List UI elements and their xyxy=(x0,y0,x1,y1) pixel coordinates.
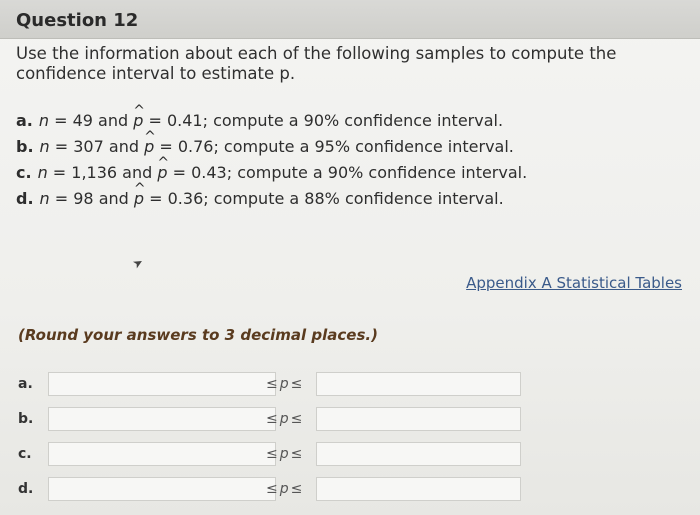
sample-item-b: b. n = 307 and ^ p = 0.76; compute a 95% confidence interval. xyxy=(16,134,527,160)
inequality-label: ≤p≤ xyxy=(266,411,305,427)
p-value: 0.36 xyxy=(167,189,204,208)
inequality-label: ≤p≤ xyxy=(266,446,305,462)
instructions-text: Use the information about each of the following samples to compute the confidence interval to estimate p. xyxy=(16,44,617,83)
lower-bound-input-d[interactable] xyxy=(48,477,276,501)
lower-bound-input-c[interactable] xyxy=(48,442,276,466)
n-value: 1,136 xyxy=(71,163,118,182)
mouse-cursor-icon: ➤ xyxy=(130,254,146,272)
upper-bound-input-a[interactable] xyxy=(316,372,521,396)
answer-label: a. xyxy=(18,376,33,392)
question-title: Question 12 xyxy=(16,10,139,31)
sample-item-d: d. n = 98 and ^ p = 0.36; compute a 88% confidence interval. xyxy=(16,186,527,212)
sample-item-c: c. n = 1,136 and ^ p = 0.43; compute a 90% confidence interval. xyxy=(16,160,527,186)
inequality-label: ≤p≤ xyxy=(266,481,305,497)
item-letter: c. xyxy=(16,163,32,182)
upper-bound-input-d[interactable] xyxy=(316,477,521,501)
upper-bound-input-b[interactable] xyxy=(316,407,521,431)
sample-list xyxy=(16,108,527,212)
appendix-link[interactable]: Appendix A Statistical Tables xyxy=(466,274,682,292)
answer-label: d. xyxy=(18,481,34,497)
inequality-label: ≤p≤ xyxy=(266,376,305,392)
p-value: 0.41 xyxy=(166,111,203,130)
n-value: 49 xyxy=(72,111,93,130)
confidence-level: 88% xyxy=(304,189,340,208)
question-instructions xyxy=(16,44,656,84)
upper-bound-input-c[interactable] xyxy=(316,442,521,466)
lower-bound-input-a[interactable] xyxy=(48,372,276,396)
confidence-level: 90% xyxy=(303,111,340,130)
n-value: 98 xyxy=(73,189,94,208)
answer-label: b. xyxy=(18,411,34,427)
lower-bound-input-b[interactable] xyxy=(48,407,276,431)
p-value: 0.43 xyxy=(191,163,227,182)
n-value: 307 xyxy=(73,137,104,156)
item-letter: d. xyxy=(16,189,34,208)
confidence-level: 95% xyxy=(314,137,351,156)
rounding-note: (Round your answers to 3 decimal places.) xyxy=(18,326,378,344)
confidence-level: 90% xyxy=(327,163,364,182)
p-value: 0.76 xyxy=(177,137,214,156)
item-letter: b. xyxy=(16,137,34,156)
answer-label: c. xyxy=(18,446,32,462)
item-letter: a. xyxy=(16,111,33,130)
sample-item-a: a. n = 49 and ^ p = 0.41; compute a 90% confidence interval. xyxy=(16,108,527,134)
question-header xyxy=(0,0,700,39)
